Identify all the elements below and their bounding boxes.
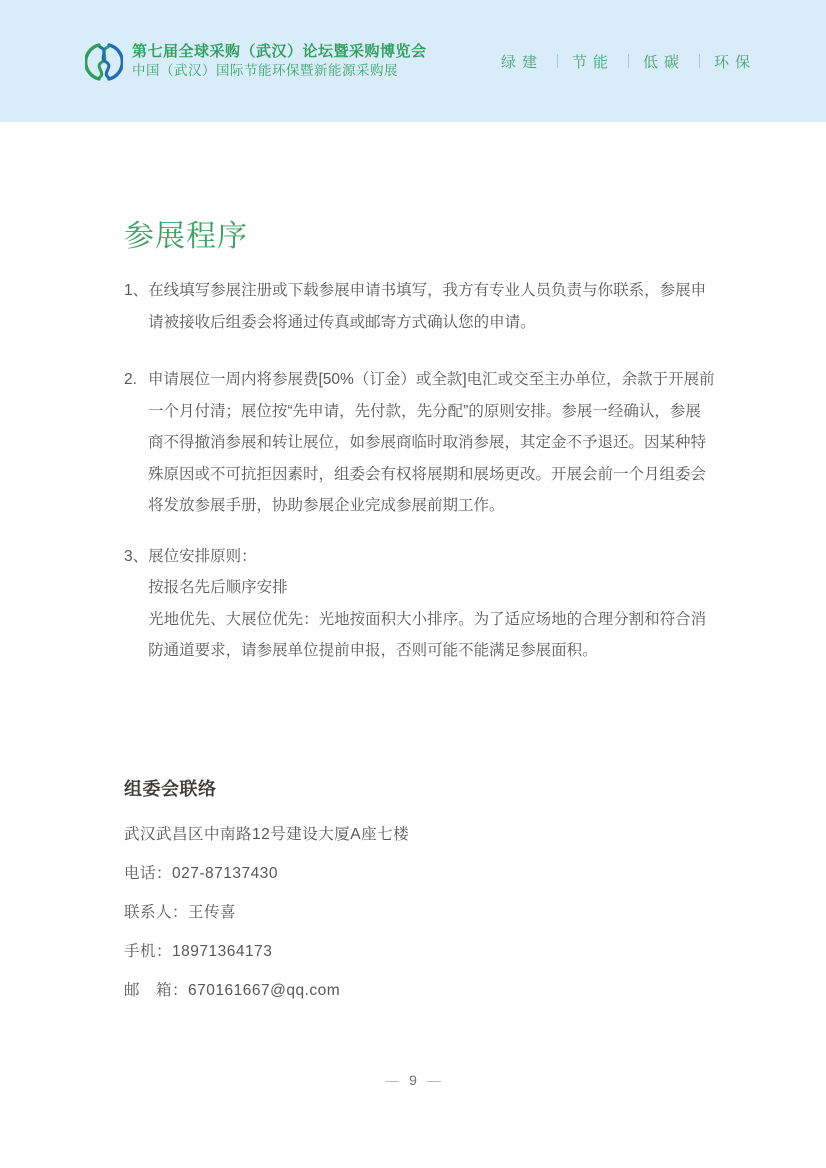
tag-low-carbon: 低碳	[642, 53, 685, 71]
header-titles	[132, 42, 427, 80]
item-text: 申请展位一周内将参展费[50%（订金）或全款]电汇或交至主办单位，余款于开展前一个月付清；展位按“先申请，先付款，先分配”的原则安排。参展一经确认，参展商不得撤消参展和转让展位，如参展商临时取消参展，其定金不予退还。因某种特殊原因或不可抗拒因素时，组委会有权将展期和展场更改。开展会前一个月组委会将发放参展手册，协助参展企业完成参展前期工作。	[148, 371, 715, 514]
procedure-item-1	[124, 275, 722, 338]
tag-green-building: 绿建	[500, 53, 543, 71]
page-footer	[0, 1072, 826, 1088]
item-text: 在线填写参展注册或下载参展申请书填写，我方有专业人员负责与你联系，参展申请被接收后组委会将通过传真或邮寄方式确认您的申请。	[148, 282, 707, 331]
page-title: 参展程序	[124, 220, 248, 253]
tag-energy-saving: 节能	[571, 53, 614, 71]
procedure-item-2	[124, 364, 722, 522]
item-line: 展位安排原则：	[148, 547, 257, 565]
item-number: 1、	[124, 282, 149, 299]
item-number: 3、	[124, 547, 149, 565]
tag-separator	[699, 54, 700, 68]
procedure-item-3	[124, 541, 722, 667]
expo-title-line2: 中国（武汉）国际节能环保暨新能源采购展	[132, 63, 398, 79]
item-text	[148, 541, 716, 667]
contact-email: 邮 箱：670161667@qq.com	[124, 981, 341, 999]
main-content	[0, 216, 826, 667]
expo-title-line1: 第七届全球采购（武汉）论坛暨采购博览会	[132, 42, 427, 60]
item-line: 按报名先后顺序安排	[148, 579, 288, 596]
contact-phone: 电话：027-87137430	[124, 864, 278, 882]
contact-heading: 组委会联络	[124, 778, 217, 799]
footer-dash-right: —	[426, 1072, 441, 1088]
item-line: 光地优先、大展位优先：光地按面积大小排序。为了适应场地的合理分割和符合消防通道要求，请参展单位提前申报，否则可能不能满足参展面积。	[148, 610, 707, 659]
expo-logo-icon	[85, 42, 123, 82]
contact-mobile: 手机：18971364173	[124, 942, 273, 960]
tag-separator	[628, 54, 629, 68]
tag-environmental: 环保	[713, 53, 756, 71]
page-number: 9	[409, 1072, 417, 1088]
header-tag-list	[500, 51, 756, 72]
contact-person: 联系人：王传喜	[124, 903, 237, 921]
tag-separator	[557, 54, 558, 68]
header-band	[0, 0, 826, 122]
contact-address: 武汉武昌区中南路12号建设大厦A座七楼	[124, 825, 410, 843]
footer-dash-left: —	[385, 1072, 400, 1088]
item-number: 2.	[124, 371, 137, 388]
committee-contact-block	[0, 775, 826, 999]
